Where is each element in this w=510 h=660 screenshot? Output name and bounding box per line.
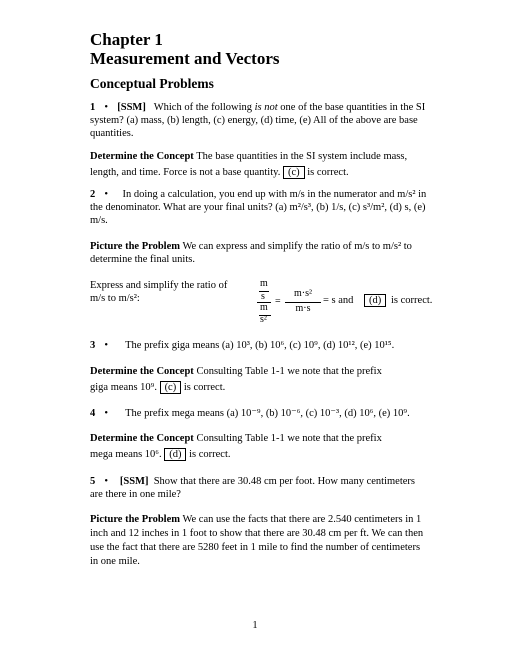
problem-4-solution: Determine the Concept Consulting Table 1-1 we note that the prefix mega means 10⁶. (d) is correct. [90, 433, 382, 460]
problem-3-solution: Determine the Concept Consulting Table 1-1 we note that the prefix giga means 10⁹. (c) is correct. [90, 366, 382, 393]
answer-tail: is correct. [391, 295, 433, 306]
bullet: • [104, 102, 109, 113]
num-bottom: s [261, 291, 265, 302]
problem-5-question: 5 • [SSM] Show that there are 30.48 cm per foot. How many centimeters are there in one mile? [90, 476, 415, 500]
problem-number: 4 [90, 408, 96, 419]
bullet: • [104, 340, 109, 351]
picture-label: Picture the Problem [90, 241, 181, 252]
bullet: • [104, 408, 109, 419]
bullet: • [104, 476, 109, 487]
problem-4-question: 4 • The prefix mega means (a) 10⁻⁹, (b) 10⁻⁶, (c) 10⁻³, (d) 10⁶, (e) 10⁹. [90, 408, 410, 419]
concept-label: Determine the Concept [90, 433, 194, 444]
page-number: 1 [252, 620, 258, 631]
eq-result: = s and [323, 295, 354, 306]
concept-label: Determine the Concept [90, 151, 194, 162]
section-title: Conceptual Problems [90, 76, 214, 91]
ratio-equation [255, 278, 495, 326]
problem-1-solution: Determine the Concept The base quantities in the SI system include mass, length, and time. Force is not a base quantity. (c) is correct. [90, 151, 408, 178]
ssm-tag: [SSM] [119, 476, 149, 487]
problem-number: 1 [90, 102, 96, 113]
problem-2-picture: Picture the Problem We can express and simplify the ratio of m/s to m/s² to determine the final units. [90, 241, 412, 265]
chapter-heading [90, 30, 280, 68]
ssm-tag: [SSM] [117, 102, 146, 113]
problem-2-question: 2 • In doing a calculation, you end up with m/s in the numerator and m/s² in the denominator. What are your final units? (a) m²/s³, (b) 1/s, (c) s³/m², (d) s, (e) m/s. [90, 189, 427, 226]
mid-num: m·s² [294, 288, 312, 299]
den-top: m [260, 302, 268, 313]
picture-label: Picture the Problem [90, 514, 181, 525]
problem-5-picture: Picture the Problem We can use the facts that there are 2.540 centimeters in 1 inch and 12 inches in 1 foot to show that there are 30.48 cm per ft. We can then use the fact that there are 5280 feet in 1 mile to find the number of centimeters in one mile. [90, 514, 424, 567]
answer-box: (d) [164, 448, 186, 461]
equals-sign: = [275, 296, 281, 307]
answer-box: (d) [364, 294, 386, 307]
answer-box: (c) [283, 166, 305, 179]
bullet: • [104, 189, 109, 200]
problem-2-step-label: Express and simplify the ratio of m/s to m/s²: [90, 280, 228, 304]
num-top: m [260, 278, 268, 289]
problem-1-question: 1 • [SSM] Which of the following is not one of the base quantities in the SI system? (a) mass, (b) length, (c) energy, (d) time, (e) All of the above are base quantities. [90, 102, 426, 139]
mid-den: m·s [295, 303, 311, 314]
problem-number: 5 [90, 476, 96, 487]
concept-label: Determine the Concept [90, 366, 194, 377]
chapter-title: Measurement and Vectors [90, 49, 280, 68]
problem-3-question: 3 • The prefix giga means (a) 10³, (b) 10⁶, (c) 10⁹, (d) 10¹², (e) 10¹⁵. [90, 340, 395, 351]
problem-number: 3 [90, 340, 96, 351]
chapter-number: Chapter 1 [90, 30, 163, 49]
den-bottom: s² [260, 314, 267, 325]
problem-number: 2 [90, 189, 96, 200]
answer-box: (c) [160, 381, 182, 394]
